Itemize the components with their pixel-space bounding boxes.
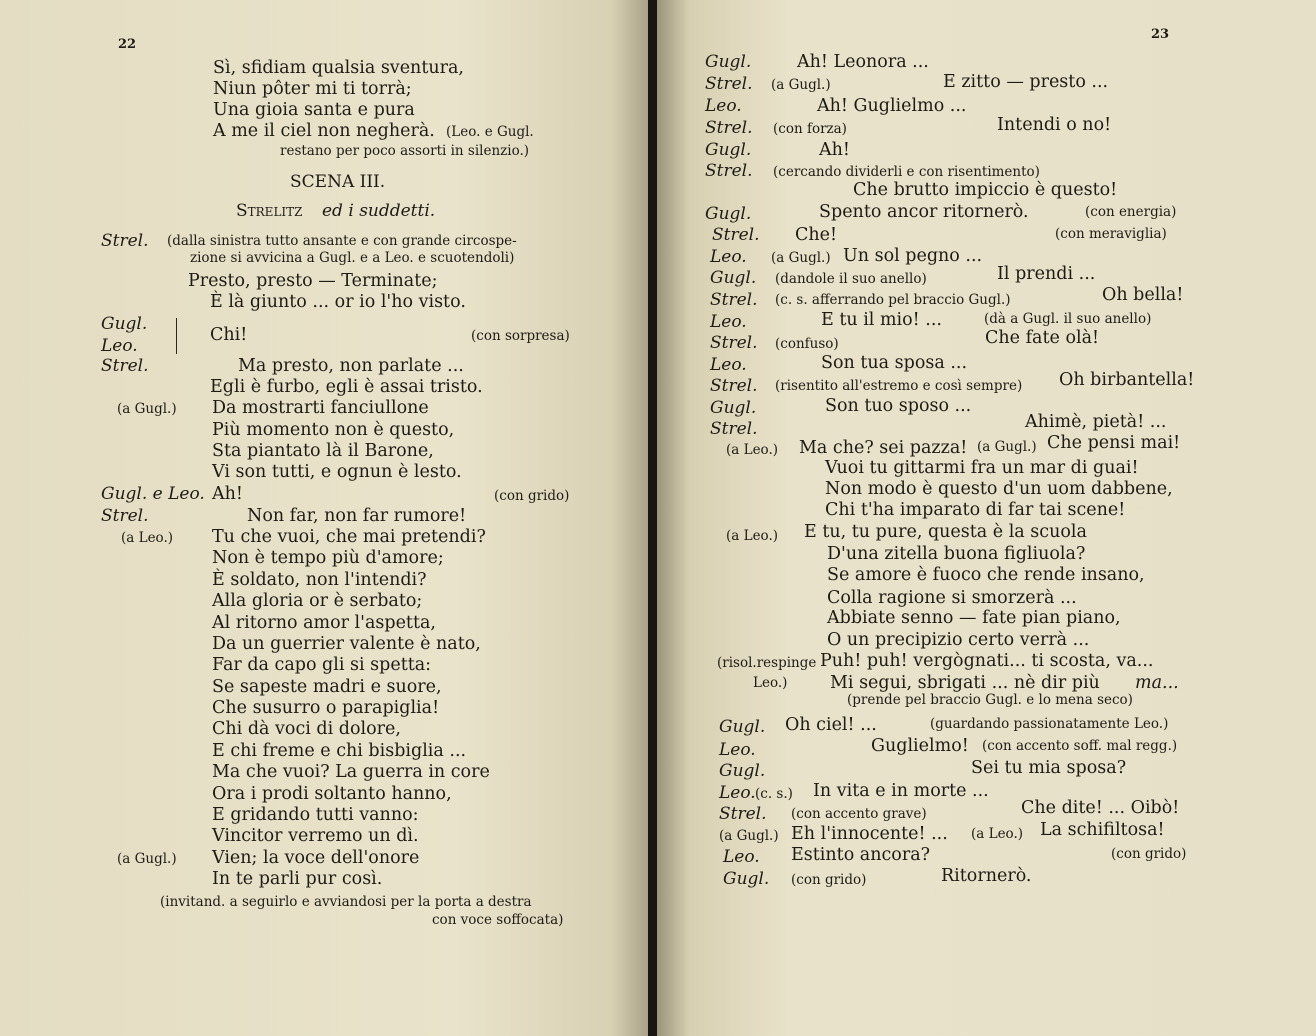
speaker-label: Gugl. e Leo. — [101, 484, 205, 504]
stage-direction: Leo.) — [753, 675, 788, 691]
speaker-label: Strel. — [712, 225, 760, 245]
speaker-label: Leo. — [723, 847, 760, 867]
verse-line: Oh birbantella! — [1059, 370, 1195, 390]
verse-line: Guglielmo! — [871, 736, 969, 756]
speaker-label: Gugl. — [710, 398, 757, 418]
speaker-label: Leo. — [710, 312, 747, 332]
character-name: Strelitz — [236, 201, 303, 221]
speaker-label: Strel. — [705, 118, 753, 138]
verse-line: Che! — [795, 225, 838, 245]
verse-line: Non far, non far rumore! — [247, 506, 467, 526]
speaker-brace — [176, 318, 177, 354]
verse-line: In vita e in morte ... — [813, 781, 989, 801]
speaker-label: Leo. — [705, 96, 742, 116]
verse-line: Vien; la voce dell'onore — [212, 848, 420, 868]
speaker-label: Strel. — [101, 231, 149, 251]
verse-line: È là giunto ... or io l'ho visto. — [210, 292, 466, 312]
verse-line: E zitto — presto ... — [943, 72, 1109, 92]
scene-subtitle: ed i suddetti. — [322, 201, 436, 221]
stage-direction: (a Leo.) — [971, 826, 1024, 842]
verse-line: In te parli pur così. — [212, 869, 383, 889]
verse-line: Eh l'innocente! ... — [791, 824, 948, 844]
stage-direction: (a Gugl.) — [771, 250, 831, 266]
stage-direction: con voce soffocata) — [432, 912, 564, 928]
verse-line: Son tuo sposo ... — [825, 396, 972, 416]
verse-line: Presto, presto — Terminate; — [188, 271, 438, 291]
stage-direction: (cercando dividerli e con risentimento) — [773, 164, 1040, 180]
verse-line: Estinto ancora? — [791, 845, 931, 865]
verse-line: Abbiate senno — fate pian piano, — [827, 608, 1121, 628]
verse-line: Spento ancor ritornerò. — [819, 202, 1029, 222]
verse-line: Chi t'ha imparato di far tai scene! — [825, 500, 1126, 520]
speaker-label: Leo. — [710, 247, 747, 267]
speaker-label: Leo. — [710, 355, 747, 375]
verse-line: Ma presto, non parlate ... — [238, 356, 464, 376]
stage-direction: (a Gugl.) — [977, 439, 1037, 455]
verse-line: Alla gloria or è serbato; — [212, 591, 423, 611]
verse-line: Ora i prodi soltanto hanno, — [212, 784, 452, 804]
verse-line: Sei tu mia sposa? — [971, 758, 1127, 778]
stage-direction: (dà a Gugl. il suo anello) — [984, 311, 1152, 327]
speaker-label: Strel. — [710, 419, 758, 439]
verse-line: O un precipizio certo verrà ... — [827, 630, 1090, 650]
stage-direction: (con grido) — [791, 872, 867, 888]
verse-line: Un sol pegno ... — [843, 246, 983, 266]
stage-direction: (c. s. afferrando pel braccio Gugl.) — [775, 292, 1011, 308]
stage-direction: (con accento grave) — [791, 806, 927, 822]
verse-line: Ma che vuoi? La guerra in core — [212, 762, 490, 782]
verse-line: Mi segui, sbrigati ... nè dir più — [830, 673, 1100, 693]
verse-line: Ahimè, pietà! ... — [1025, 412, 1167, 432]
stage-direction: (a Gugl.) — [117, 401, 177, 417]
verse-line: Ah! — [212, 484, 243, 504]
verse-line: La schifiltosa! — [1040, 820, 1165, 840]
verse-line: E tu il mio! ... — [821, 310, 942, 330]
stage-direction: (prende pel braccio Gugl. e lo mena seco) — [847, 692, 1133, 708]
verse-line: Che dite! ... Oibò! — [1021, 798, 1180, 818]
verse-line: Più momento non è questo, — [212, 420, 455, 440]
verse-line: Oh ciel! ... — [785, 715, 877, 735]
speaker-label: Leo. — [719, 740, 756, 760]
verse-line: Sì, sfidiam qualsia sventura, — [213, 58, 464, 78]
verse-line: È soldato, non l'intendi? — [212, 570, 427, 590]
verse-line: Se sapeste madri e suore, — [212, 677, 442, 697]
verse-line: Una gioia santa e pura — [213, 100, 415, 120]
verse-line: Vincitor verremo un dì. — [212, 826, 419, 846]
stage-direction: (dandole il suo anello) — [775, 271, 927, 287]
speaker-label: Strel. — [101, 356, 149, 376]
stage-direction: (con energia) — [1085, 204, 1177, 220]
stage-direction: (a Leo.) — [726, 528, 779, 544]
stage-direction: (a Gugl.) — [117, 851, 177, 867]
verse-line: Ah! Guglielmo ... — [817, 96, 967, 116]
verse-line: Se amore è fuoco che rende insano, — [827, 565, 1145, 585]
stage-direction: (guardando passionatamente Leo.) — [930, 716, 1169, 732]
verse-line: Chi! — [210, 325, 248, 345]
left-page — [0, 0, 650, 1036]
verse-line: Ah! Leonora ... — [797, 52, 929, 72]
stage-direction: (a Leo.) — [726, 442, 779, 458]
stage-direction: (a Gugl.) — [719, 828, 779, 844]
page-number: 23 — [1151, 27, 1170, 42]
speaker-label: Gugl. — [710, 268, 757, 288]
speaker-label: Gugl. — [705, 140, 752, 160]
stage-direction: (risentito all'estremo e così sempre) — [775, 378, 1023, 394]
speaker-label: Strel. — [710, 376, 758, 396]
verse-line: Oh bella! — [1102, 285, 1184, 305]
speaker-label: Strel. — [705, 161, 753, 181]
verse-line: Il prendi ... — [997, 264, 1096, 284]
stage-direction: (confuso) — [775, 336, 839, 352]
stage-direction: (risol.respinge — [717, 655, 817, 671]
verse-line: Non è tempo più d'amore; — [212, 548, 444, 568]
verse-line: Far da capo gli si spetta: — [212, 655, 432, 675]
speaker-label: Gugl. — [719, 761, 766, 781]
right-page — [657, 0, 1316, 1036]
speaker-label: Leo. — [719, 783, 756, 803]
page-number: 22 — [118, 37, 137, 52]
stage-direction: (con accento soff. mal regg.) — [982, 738, 1178, 754]
speaker-label: Gugl. — [723, 869, 770, 889]
speaker-label: Gugl. — [705, 52, 752, 72]
speaker-label: Strel. — [719, 804, 767, 824]
speaker-label: Strel. — [101, 506, 149, 526]
verse-line: Egli è furbo, egli è assai tristo. — [210, 377, 483, 397]
speaker-label: Strel. — [710, 333, 758, 353]
verse-line: Sta piantato là il Barone, — [212, 441, 434, 461]
stage-direction: (c. s.) — [755, 786, 793, 802]
verse-line: Vuoi tu gittarmi fra un mar di guai! — [825, 458, 1139, 478]
verse-line: A me il ciel non negherà. — [213, 121, 435, 141]
stage-direction: (con grido) — [1111, 846, 1187, 862]
verse-line: Ah! — [819, 140, 850, 160]
stage-direction: (Leo. e Gugl. — [446, 124, 534, 140]
speaker-label: Gugl. — [101, 314, 148, 334]
stage-direction: (a Leo.) — [121, 530, 174, 546]
verse-line: Colla ragione si smorzerà ... — [827, 588, 1077, 608]
stage-direction: (dalla sinistra tutto ansante e con grande circospe- — [167, 233, 517, 249]
verse-line: Intendi o no! — [997, 115, 1112, 135]
speaker-label: Gugl. — [705, 204, 752, 224]
verse-line: E tu, tu pure, questa è la scuola — [804, 522, 1087, 542]
stage-direction: (a Gugl.) — [771, 77, 831, 93]
speaker-label: Leo. — [101, 336, 138, 356]
verse-line: Chi dà voci di dolore, — [212, 719, 401, 739]
stage-direction: restano per poco assorti in silenzio.) — [280, 143, 530, 159]
verse-line: Vi son tutti, e ognun è lesto. — [212, 462, 462, 482]
verse-line: Da mostrarti fanciullone — [212, 398, 429, 418]
speaker-label: Gugl. — [719, 717, 766, 737]
verse-line: Son tua sposa ... — [821, 353, 968, 373]
stage-direction: (invitand. a seguirlo e avviandosi per la porta a destra — [160, 894, 532, 910]
stage-direction: (con forza) — [773, 121, 847, 137]
verse-line: Non modo è questo d'un uom dabbene, — [825, 479, 1173, 499]
stage-direction: (con sorpresa) — [471, 328, 570, 344]
verse-line: Puh! puh! vergògnati... ti scosta, va... — [820, 651, 1154, 671]
verse-line: Che fate olà! — [985, 328, 1100, 348]
verse-line: Ma che? sei pazza! — [799, 438, 968, 458]
speaker-label: Strel. — [710, 290, 758, 310]
stage-direction: (con grido) — [494, 488, 570, 504]
verse-line: Che susurro o parapiglia! — [212, 698, 440, 718]
verse-line: Ritornerò. — [941, 866, 1032, 886]
verse-line: Tu che vuoi, che mai pretendi? — [212, 527, 486, 547]
verse-line: Che brutto impiccio è questo! — [853, 180, 1118, 200]
verse-line: Niun pôter mi ti torrà; — [213, 79, 412, 99]
verse-line: ma... — [1135, 673, 1179, 693]
verse-line: E chi freme e chi bisbiglia ... — [212, 741, 467, 761]
verse-line: D'una zitella buona figliuola? — [827, 544, 1086, 564]
scene-title: SCENA III. — [290, 172, 386, 192]
speaker-label: Strel. — [705, 74, 753, 94]
stage-direction: (con meraviglia) — [1055, 226, 1167, 242]
verse-line: Al ritorno amor l'aspetta, — [212, 613, 436, 633]
stage-direction: zione si avvicina a Gugl. e a Leo. e scuotendoli) — [190, 250, 515, 266]
verse-line: Che pensi mai! — [1047, 433, 1181, 453]
verse-line: Da un guerrier valente è nato, — [212, 634, 481, 654]
verse-line: E gridando tutti vanno: — [212, 805, 419, 825]
